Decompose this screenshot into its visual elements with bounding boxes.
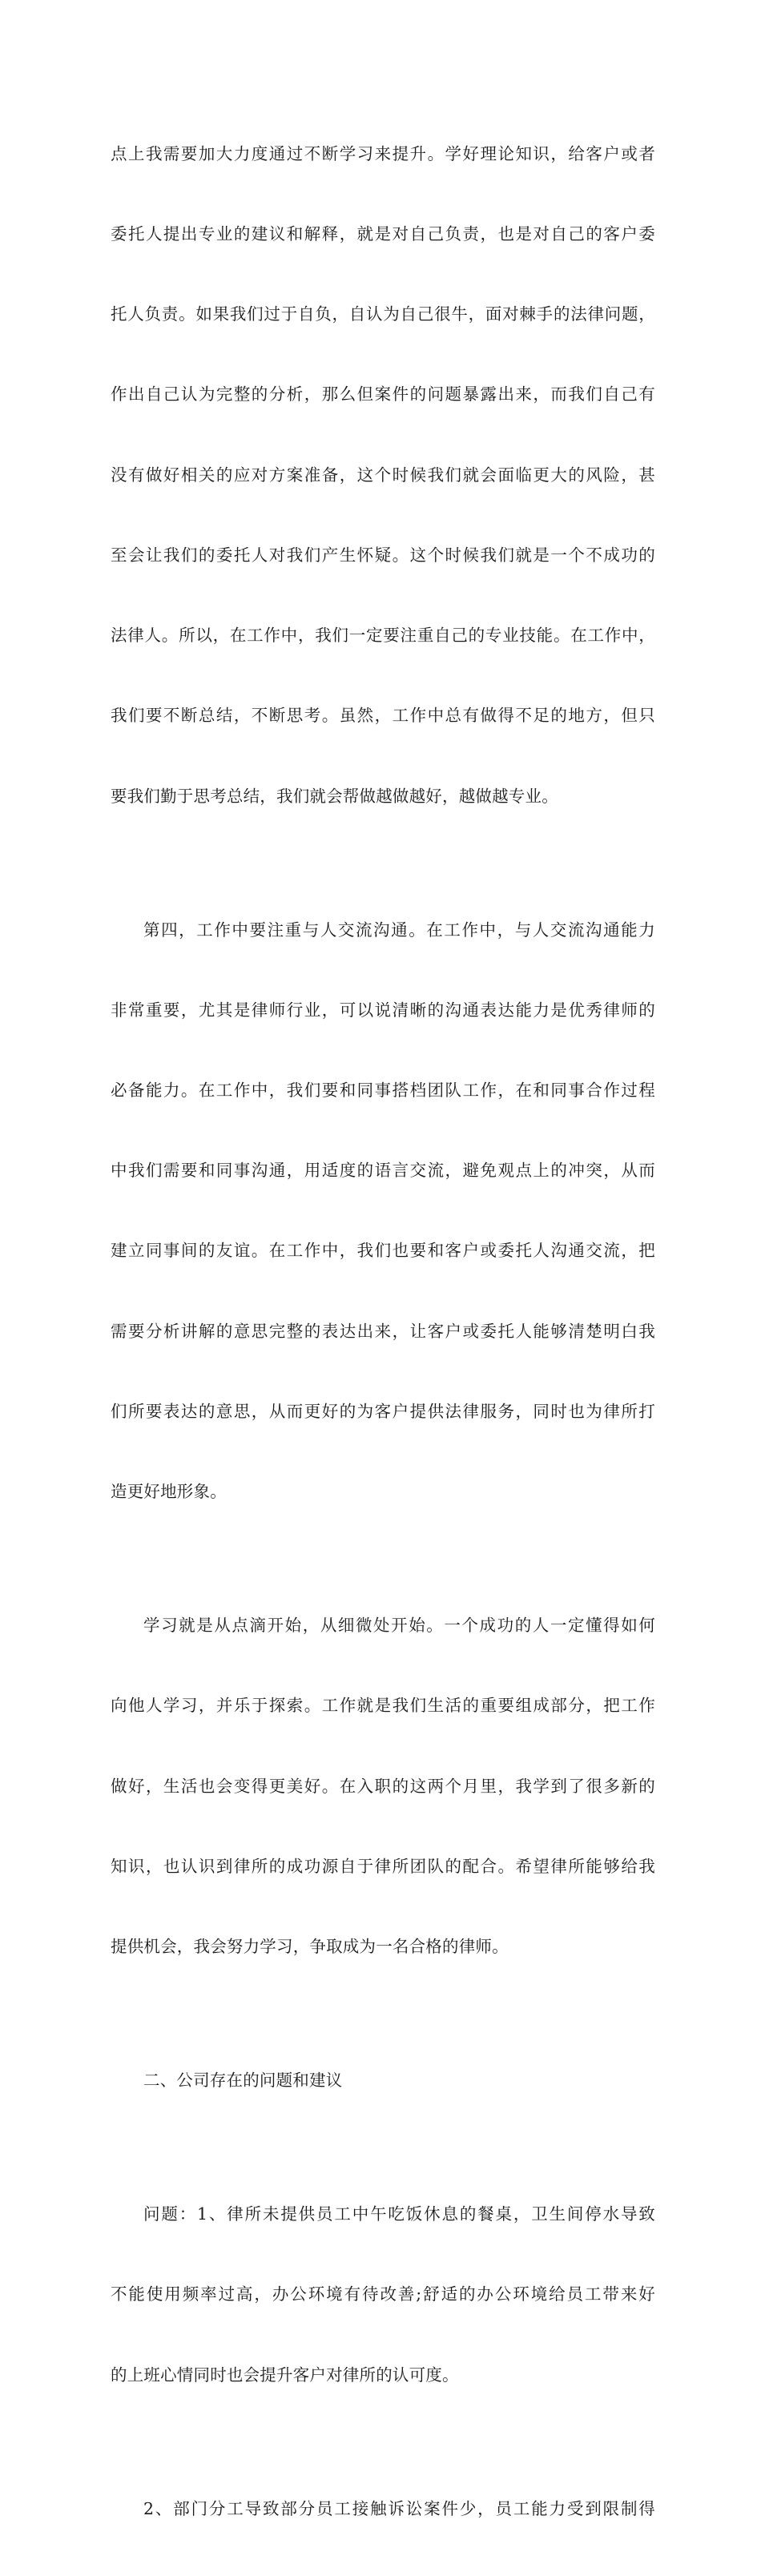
text-line: 知识，也认识到律所的成功源自于律所团队的配合。希望律所能够给我 (111, 1856, 655, 1876)
section-heading-problems-suggestions (111, 2014, 655, 2147)
text-line: 2、部门分工导致部分员工接触诉讼案件少，员工能力受到限制得 (143, 2498, 655, 2518)
text-line: 建立同事间的友谊。在工作中，我们也要和客户或委托人沟通交流，把 (111, 1241, 655, 1261)
text-line: 必备能力。在工作中，我们要和同事搭档团队工作，在和同事合作过程 (111, 1081, 655, 1101)
text-line: 要我们勤于思考总结，我们就会帮做越做越好，越做越专业。 (111, 786, 558, 806)
text-line: 向他人学习，并乐于探索。工作就是我们生活的重要组成部分，把工作 (111, 1696, 655, 1716)
text-line: 提供机会，我会努力学习，争取成为一名合格的律师。 (111, 1937, 509, 1957)
paragraph-learning (111, 1559, 655, 2014)
section-heading: 二、公司存在的问题和建议 (143, 2071, 343, 2091)
text-line: 非常重要，尤其是律师行业，可以说清晰的沟通表达能力是优秀律师的 (111, 1000, 655, 1020)
text-line: 至会让我们的委托人对我们产生怀疑。这个时候我们就是一个不成功的 (111, 545, 655, 565)
text-line: 中我们需要和同事沟通，用适度的语言交流，避免观点上的冲突，从而 (111, 1161, 655, 1181)
text-line: 第四，工作中要注重与人交流沟通。在工作中，与人交流沟通能力 (143, 920, 655, 940)
text-line: 作出自己认为完整的分析，那么但案件的问题暴露出来，而我们自己有 (111, 384, 655, 405)
text-line: 们所要表达的意思，从而更好的为客户提供法律服务，同时也为律所打 (111, 1401, 655, 1421)
document-body (111, 87, 655, 2576)
text-line: 的上班心情同时也会提升客户对律所的认可度。 (111, 2365, 459, 2385)
text-line: 托人负责。如果我们过于自负，自认为自己很牛，面对棘手的法律问题， (111, 304, 655, 324)
text-line: 我们要不断总结，不断思考。虽然，工作中总有做得不足的地方，但只 (111, 706, 655, 726)
paragraph-communication (111, 863, 655, 1560)
text-line: 需要分析讲解的意思完整的表达出来，让客户或委托人能够清楚明白我 (111, 1321, 655, 1341)
text-line: 法律人。所以，在工作中，我们一定要注重自己的专业技能。在工作中， (111, 626, 655, 646)
paragraph-problem-1 (111, 2147, 655, 2441)
text-line: 造更好地形象。 (111, 1482, 227, 1502)
text-line: 不能使用频率过高，办公环境有待改善;舒适的办公环境给员工带来好 (111, 2284, 655, 2304)
text-line: 问题：1、律所未提供员工中午吃饭休息的餐桌，卫生间停水导致 (143, 2204, 655, 2224)
text-line: 做好，生活也会变得更美好。在入职的这两个月里，我学到了很多新的 (111, 1776, 655, 1796)
text-line: 委托人提出专业的建议和解释，就是对自己负责，也是对自己的客户委 (111, 224, 655, 244)
text-line: 学习就是从点滴开始，从细微处开始。一个成功的人一定懂得如何 (143, 1616, 655, 1636)
text-line: 点上我需要加大力度通过不断学习来提升。学好理论知识，给客户或者 (111, 143, 655, 163)
text-line: 没有做好相关的应对方案准备，这个时候我们就会面临更大的风险，甚 (111, 465, 655, 485)
paragraph-problem-2 (111, 2442, 655, 2576)
paragraph-professional-skills (111, 87, 655, 863)
